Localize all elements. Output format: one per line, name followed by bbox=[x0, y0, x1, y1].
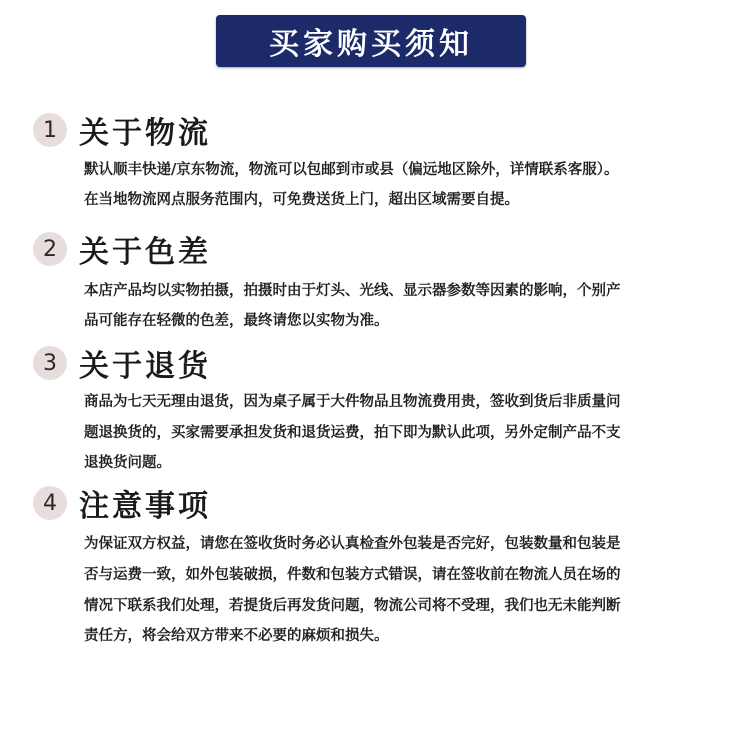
section-heading: 注意事项 bbox=[79, 489, 211, 524]
paragraph-line: 情况下联系我们处理，若提货后再发货问题，物流公司将不受理，我们也无未能判断 bbox=[84, 597, 621, 614]
paragraph-line: 在当地物流网点服务范围内，可免费送货上门，超出区域需要自提。 bbox=[84, 191, 519, 208]
section-heading: 关于物流 bbox=[79, 116, 211, 151]
section-header bbox=[33, 110, 211, 150]
page-title: 买家购买须知 bbox=[269, 27, 473, 62]
paragraph-line: 否与运费一致，如外包装破损，件数和包装方式错误，请在签收前在物流人员在场的 bbox=[84, 566, 621, 583]
paragraph-line: 退换货问题。 bbox=[84, 454, 171, 471]
paragraph-line: 商品为七天无理由退货，因为桌子属于大件物品且物流费用贵，签收到货后非质量问 bbox=[84, 393, 621, 410]
section-header bbox=[33, 483, 211, 523]
paragraph-line: 责任方，将会给双方带来不必要的麻烦和损失。 bbox=[84, 627, 389, 644]
section-number-badge: 1 bbox=[33, 113, 67, 147]
section-number-badge: 2 bbox=[33, 232, 67, 266]
paragraph-line: 品可能存在轻微的色差，最终请您以实物为准。 bbox=[84, 312, 389, 329]
paragraph-line: 题退换货的，买家需要承担发货和退货运费，拍下即为默认此项，另外定制产品不支 bbox=[84, 424, 621, 441]
paragraph-line: 默认顺丰快递/京东物流，物流可以包邮到市或县（偏远地区除外，详情联系客服）。 bbox=[84, 161, 619, 178]
section-heading: 关于色差 bbox=[79, 235, 211, 270]
section-header bbox=[33, 229, 211, 269]
title-banner bbox=[216, 15, 526, 67]
section-number-badge: 3 bbox=[33, 346, 67, 380]
paragraph-line: 本店产品均以实物拍摄，拍摄时由于灯头、光线、显示器参数等因素的影响，个别产 bbox=[84, 282, 621, 299]
paragraph-line: 为保证双方权益，请您在签收货时务必认真检查外包装是否完好，包装数量和包装是 bbox=[84, 535, 621, 552]
section-header bbox=[33, 343, 211, 383]
section-heading: 关于退货 bbox=[79, 349, 211, 384]
section-number-badge: 4 bbox=[33, 486, 67, 520]
